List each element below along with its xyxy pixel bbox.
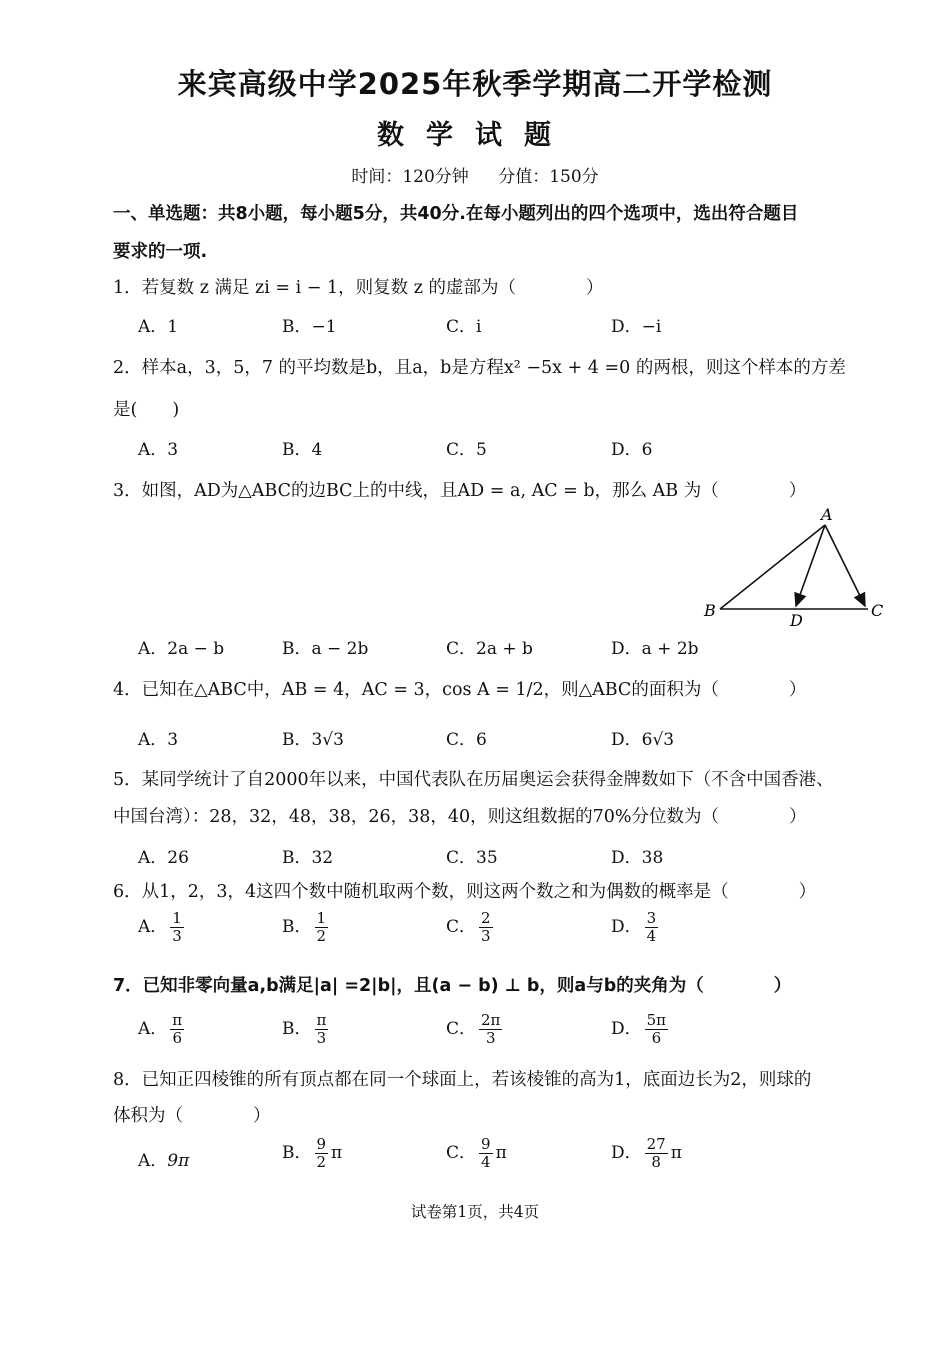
- q1-option-a: A．1: [138, 317, 179, 337]
- question-6-stem: 6．从1，2，3，4这四个数中随机取两个数，则这两个数之和为偶数的概率是（ ）: [113, 882, 817, 902]
- section-heading-line2: 要求的一项.: [113, 242, 208, 262]
- question-1-stem: 1．若复数 z 满足 zi = i − 1，则复数 z 的虚部为（ ）: [113, 278, 604, 298]
- q8-option-c: C． $\frac{9}{4}$ π: [446, 1135, 507, 1171]
- q5-option-c: C．35: [446, 848, 498, 868]
- q2-option-a: A．3: [138, 440, 179, 460]
- page-footer: 试卷第1页，共4页: [410, 1203, 540, 1221]
- q4-option-b: B．3√3: [282, 730, 344, 750]
- q6-option-a: A． $\frac{1}{3}$: [138, 909, 182, 945]
- label-a: A: [821, 505, 833, 524]
- q6-option-b: B． $\frac{1}{2}$: [282, 909, 327, 945]
- q4-option-d: D．6√3: [611, 730, 675, 750]
- q6-option-c: C． $\frac{2}{3}$: [446, 909, 491, 945]
- total-score: 分值：150分: [498, 167, 599, 187]
- exam-title: 来宾高级中学2025年秋季学期高二开学检测: [177, 67, 773, 101]
- label-b: B: [704, 601, 716, 620]
- q2-option-b: B．4: [282, 440, 323, 460]
- q3-option-a: A．2a − b: [138, 639, 225, 659]
- q7-option-b: B． $\frac{\pi}{3}$: [282, 1011, 327, 1047]
- q5-option-a: A．26: [138, 848, 189, 868]
- question-5-line1: 5．某同学统计了自2000年以来，中国代表队在历届奥运会获得金牌数如下（不含中国香港、: [113, 770, 834, 790]
- q8-option-b: B． $\frac{9}{2}$ π: [282, 1135, 343, 1171]
- q5-option-d: D．38: [611, 848, 664, 868]
- q4-option-a: A．3: [138, 730, 179, 750]
- exam-subtitle: 数学试题: [377, 120, 573, 151]
- label-c: C: [871, 601, 884, 620]
- q3-option-c: C．2a + b: [446, 639, 533, 659]
- q3-option-d: D．a + 2b: [611, 639, 699, 659]
- q2-option-c: C．5: [446, 440, 487, 460]
- label-d: D: [790, 611, 803, 630]
- question-7-stem: 7．已知非零向量a,b满足|a| =2|b|，且(a − b) ⊥ b，则a与b的夹角为（ ）: [113, 976, 792, 996]
- question-4-stem: 4．已知在△ABC中，AB = 4，AC = 3，cos A = 1/2，则△ABC的面积为（ ）: [113, 680, 807, 700]
- q5-option-b: B．32: [282, 848, 334, 868]
- q1-option-d: D．−i: [611, 317, 662, 337]
- q3-option-b: B．a − 2b: [282, 639, 369, 659]
- q7-option-c: C． $\frac{2\pi}{3}$: [446, 1011, 501, 1047]
- question-3-stem: 3．如图，AD为△ABC的边BC上的中线，且AD = a, AC = b，那么 AB 为（ ）: [113, 481, 807, 501]
- question-5-line2: 中国台湾）：28，32，48，38，26，38，40，则这组数据的70%分位数为（ ）: [113, 807, 807, 827]
- question-2-line2: 是( ): [113, 400, 180, 420]
- q8-option-d: D． $\frac{27}{8}$ π: [611, 1135, 682, 1171]
- time-limit: 时间：120分钟: [351, 167, 469, 187]
- question-8-line2: 体积为（ ）: [113, 1106, 271, 1126]
- section-heading-line1: 一、单选题：共8小题，每小题5分，共40分.在每小题列出的四个选项中，选出符合题目: [113, 204, 799, 224]
- q2-option-d: D．6: [611, 440, 653, 460]
- q1-option-c: C．i: [446, 317, 482, 337]
- q1-option-b: B．−1: [282, 317, 337, 337]
- exam-meta: [0, 162, 950, 187]
- q7-option-a: A． $\frac{\pi}{6}$: [138, 1011, 183, 1047]
- q6-option-d: D． $\frac{3}{4}$: [611, 909, 657, 945]
- q8-option-a: A．9π: [138, 1151, 190, 1171]
- vector-ac: [825, 525, 865, 606]
- question-2-line1: 2．样本a，3，5，7 的平均数是b，且a，b是方程x² −5x + 4 =0 的两根，则这个样本的方差: [113, 358, 846, 378]
- triangle-figure: [700, 505, 900, 635]
- q4-option-c: C．6: [446, 730, 487, 750]
- q7-option-d: D． $\frac{5\pi}{6}$: [611, 1011, 667, 1047]
- question-8-line1: 8．已知正四棱锥的所有顶点都在同一个球面上，若该棱锥的高为1，底面边长为2，则球的: [113, 1070, 812, 1090]
